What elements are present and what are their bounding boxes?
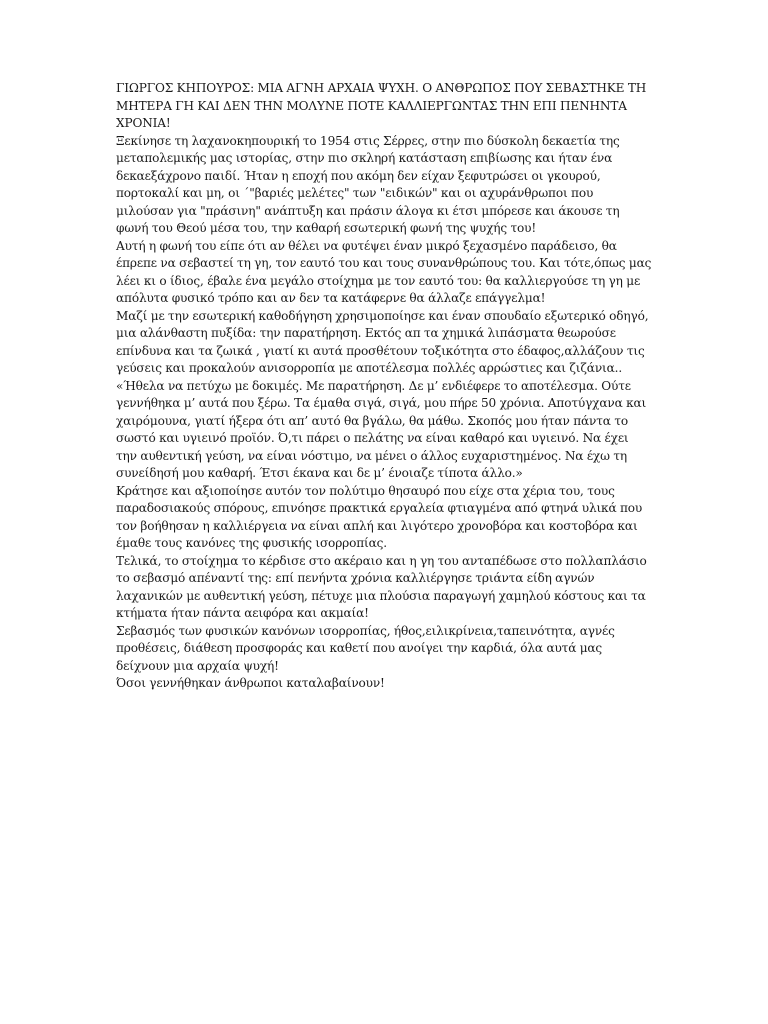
paragraph: Κράτησε και αξιοποίησε αυτόν τον πολύτιμο θησαυρό που είχε στα χέρια του, τους παραδοσιακούς σπόρους, επινόησε πρακτικά εργαλεία φτιαγμένα από φτηνά υλικά που τον βοήθησαν η καλλιέργεια να είναι απλή και λιγότερο χρονοβόρα και κοστοβόρα και έμαθε τους κανόνες της φυσικής ισορροπίας. xyxy=(116,483,643,550)
article-title: ΓΙΩΡΓΟΣ ΚΗΠΟΥΡΟΣ: ΜΙΑ ΑΓΝΗ ΑΡΧΑΙΑ ΨΥΧΗ. Ο ΑΝΘΡΩΠΟΣ ΠΟΥ ΣΕΒΑΣΤΗΚΕ ΤΗ ΜΗΤΕΡΑ ΓΗ ΚΑΙ ΔΕΝ ΤΗΝ ΜΟΛΥΝΕ ΠΟΤΕ ΚΑΛΛΙΕΡΓΩΝΤΑΣ ΤΗΝ ΕΠΙ ΠΕΝΗΝΤΑ ΧΡΟΝΙΑ! xyxy=(116,81,647,130)
paragraph: Μαζί με την εσωτερική καθοδήγηση χρησιμοποίησε και έναν σπουδαίο εξωτερικό οδηγό, μια αλάνθαστη πυξίδα: την παρατήρηση. Εκτός απ τα χημικά λιπάσματα θεωρούσε επίνδυνα και τα ζωικά , γιατί κι αυτά προσθέτουν τοξικότητα στο έδαφος,αλλάζουν τις γεύσεις και προκαλούν ανισορροπία με αποτέλεσμα πολλές αρρώστιες και ζιζάνια.. «Ήθελα να πετύχω με δοκιμές. Με παρατήρηση. Δε μ’ ενδιέφερε το αποτέλεσμα. Ούτε γεννήθηκα μ’ αυτά που ξέρω. Τα έμαθα σιγά, σιγά, μου πήρε 50 χρόνια. Αποτύγχανα και χαιρόμουνα, γιατί ήξερα ότι απ’ αυτό θα βγάλω, θα μάθω. Σκοπός μου ήταν πάντα το σωστό και υγιεινό προϊόν. Ό,τι πάρει ο πελάτης να είναι καθαρό και υγιεινό. Να έχει την αυθεντική γεύση, να είναι νόστιμο, να μένει ο άλλος ευχαριστημένος. Να έχω τη συνείδησή μου καθαρή. Έτσι έκανα και δε μ’ ένοιαζε τίποτα άλλο.» xyxy=(116,308,649,480)
article-body xyxy=(116,80,652,693)
paragraph: Τελικά, το στοίχημα το κέρδισε στο ακέραιο και η γη του ανταπέδωσε στο πολλαπλάσιο το σεβασμό απέναντί της: επί πενήντα χρόνια καλλιέργησε τριάντα είδη αγνών λαχανικών με αυθεντική γεύση, πέτυχε μια πλούσια παραγωγή χαμηλού κόστους και τα κτήματα ήταν πάντα αειφόρα και ακμαία! xyxy=(116,553,647,620)
paragraph: Αυτή η φωνή του είπε ότι αν θέλει να φυτέψει έναν μικρό ξεχασμένο παράδεισο, θα έπρεπε να σεβαστεί τη γη, τον εαυτό του και τους συνανθρώπους του. Και τότε,όπως μας λέει κι ο ίδιος, έβαλε ένα μεγάλο στοίχημα με τον εαυτό του: θα καλλιεργούσε τη γη με απόλυτα φυσικό τρόπο και αν δεν τα κατάφερνε θα άλλαζε επάγγελμα! xyxy=(116,238,652,305)
paragraph: Σεβασμός των φυσικών κανόνων ισορροπίας, ήθος,ειλικρίνεια,ταπεινότητα, αγνές προθέσεις, διάθεση προσφοράς και καθετί που ανοίγει την καρδιά, όλα αυτά μας δείχνουν μια αρχαία ψυχή! xyxy=(116,623,615,673)
paragraph: Όσοι γεννήθηκαν άνθρωποι καταλαβαίνουν! xyxy=(116,676,385,690)
paragraph: Ξεκίνησε τη λαχανοκηπουρική το 1954 στις Σέρρες, στην πιο δύσκολη δεκαετία της μεταπολεμικής μας ιστορίας, στην πιο σκληρή κατάσταση επιβίωσης και ήταν ένα δεκαεξάχρονο παιδί. Ήταν η εποχή που ακόμη δεν είχαν ξεφυτρώσει οι γκουρού, πορτοκαλί και μη, οι ΄"βαριές μελέτες" των "ειδικών" και οι αχυράνθρωποι που μιλούσαν για "πράσινη" ανάπτυξη και πράσιν άλογα κι έτσι μπόρεσε και άκουσε τη φωνή του Θεού μέσα του, την καθαρή εσωτερική φωνή της ψυχής του! xyxy=(116,133,620,235)
